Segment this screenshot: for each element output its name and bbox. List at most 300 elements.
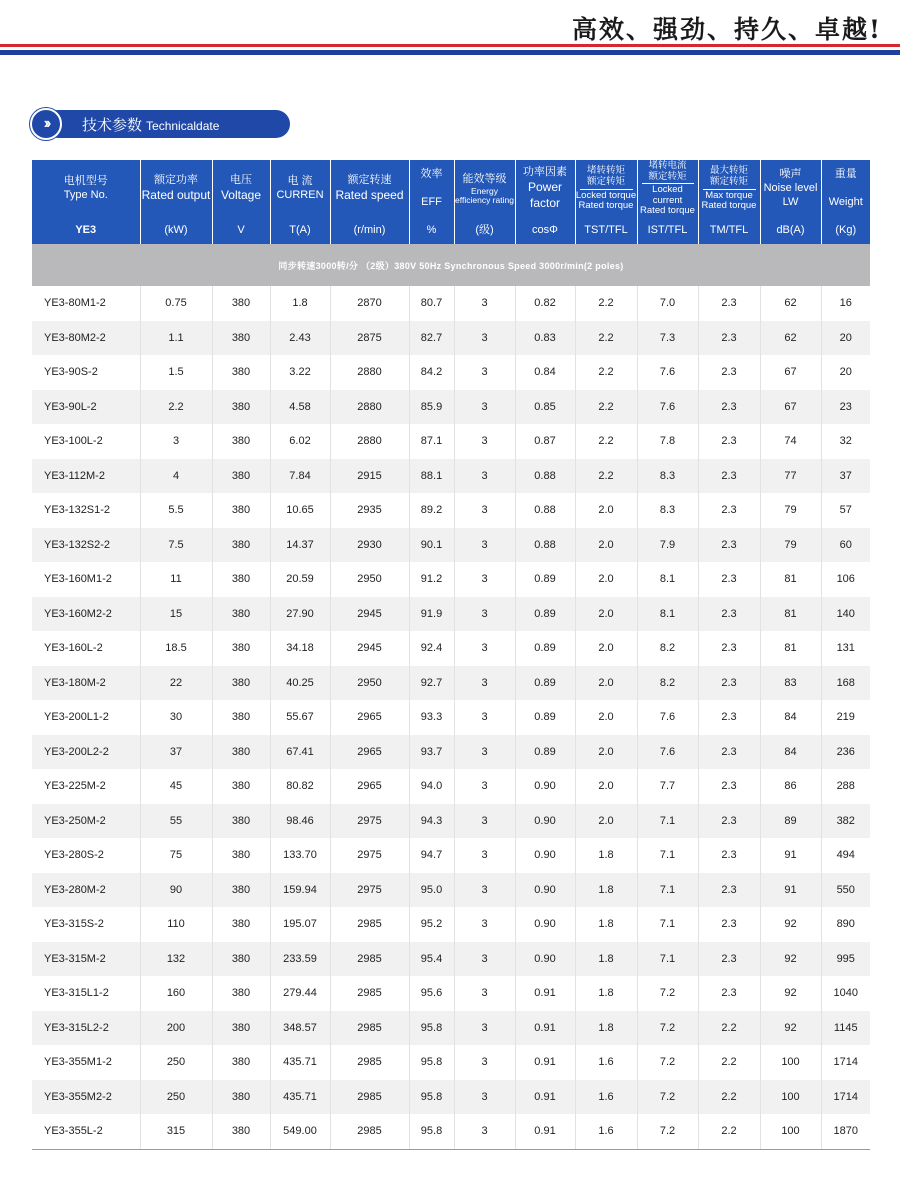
cell-weight: 1714 bbox=[821, 1045, 870, 1080]
cell-max-torque: 2.3 bbox=[698, 597, 760, 632]
cell-rated-speed: 2975 bbox=[330, 873, 409, 908]
cell-type-no: YE3-160L-2 bbox=[32, 631, 140, 666]
cell-rated-speed: 2975 bbox=[330, 838, 409, 873]
cell-weight: 20 bbox=[821, 321, 870, 356]
table-row bbox=[32, 528, 870, 563]
cell-noise: 81 bbox=[760, 597, 821, 632]
cell-locked-current: 7.2 bbox=[637, 1011, 698, 1046]
cell-locked-torque: 1.6 bbox=[575, 1114, 637, 1149]
cell-voltage: 380 bbox=[212, 735, 270, 770]
cell-current: 233.59 bbox=[270, 942, 330, 977]
cell-locked-torque: 2.0 bbox=[575, 769, 637, 804]
cell-noise: 91 bbox=[760, 838, 821, 873]
cell-power-factor: 0.89 bbox=[515, 666, 575, 701]
cell-energy-rating: 3 bbox=[454, 976, 515, 1011]
cell-energy-rating: 3 bbox=[454, 907, 515, 942]
cell-voltage: 380 bbox=[212, 700, 270, 735]
cell-locked-current: 7.8 bbox=[637, 424, 698, 459]
header-cn-fraction bbox=[642, 161, 694, 184]
cell-voltage: 380 bbox=[212, 1045, 270, 1080]
cell-type-no: YE3-132S2-2 bbox=[32, 528, 140, 563]
cell-locked-torque: 1.8 bbox=[575, 838, 637, 873]
cell-locked-current: 7.6 bbox=[637, 355, 698, 390]
cell-locked-torque: 2.2 bbox=[575, 459, 637, 494]
cell-rated-speed: 2965 bbox=[330, 700, 409, 735]
cell-locked-current: 7.3 bbox=[637, 321, 698, 356]
cell-weight: 219 bbox=[821, 700, 870, 735]
cell-power-factor: 0.91 bbox=[515, 1114, 575, 1149]
cell-locked-torque: 2.0 bbox=[575, 597, 637, 632]
cell-power-factor: 0.89 bbox=[515, 597, 575, 632]
spec-rows bbox=[32, 286, 870, 1149]
section-title bbox=[82, 114, 219, 135]
cell-power-factor: 0.82 bbox=[515, 286, 575, 321]
header-voltage bbox=[212, 160, 270, 218]
cell-current: 435.71 bbox=[270, 1080, 330, 1115]
cell-max-torque: 2.3 bbox=[698, 562, 760, 597]
cell-noise: 84 bbox=[760, 700, 821, 735]
cell-energy-rating: 3 bbox=[454, 873, 515, 908]
cell-efficiency: 94.0 bbox=[409, 769, 454, 804]
cell-power-factor: 0.89 bbox=[515, 700, 575, 735]
cell-noise: 100 bbox=[760, 1080, 821, 1115]
unit-cell: T(A) bbox=[270, 218, 330, 244]
cell-rated-output: 90 bbox=[140, 873, 212, 908]
cell-efficiency: 95.2 bbox=[409, 907, 454, 942]
cell-efficiency: 92.4 bbox=[409, 631, 454, 666]
header-en-fraction bbox=[699, 191, 760, 212]
cell-efficiency: 94.3 bbox=[409, 804, 454, 839]
cell-locked-current: 7.6 bbox=[637, 700, 698, 735]
unit-row bbox=[32, 218, 870, 244]
cell-rated-output: 55 bbox=[140, 804, 212, 839]
unit-cell: IST/TFL bbox=[637, 218, 698, 244]
cell-max-torque: 2.3 bbox=[698, 390, 760, 425]
cell-rated-output: 2.2 bbox=[140, 390, 212, 425]
cell-power-factor: 0.90 bbox=[515, 838, 575, 873]
cell-power-factor: 0.91 bbox=[515, 976, 575, 1011]
cell-efficiency: 95.8 bbox=[409, 1114, 454, 1149]
cell-weight: 890 bbox=[821, 907, 870, 942]
cell-rated-speed: 2880 bbox=[330, 390, 409, 425]
cell-rated-output: 1.1 bbox=[140, 321, 212, 356]
table-row bbox=[32, 424, 870, 459]
cell-power-factor: 0.84 bbox=[515, 355, 575, 390]
cell-efficiency: 95.8 bbox=[409, 1080, 454, 1115]
cell-efficiency: 95.0 bbox=[409, 873, 454, 908]
cell-max-torque: 2.3 bbox=[698, 286, 760, 321]
cell-voltage: 380 bbox=[212, 769, 270, 804]
unit-cell: (Kg) bbox=[821, 218, 870, 244]
header-cn: 电压 bbox=[230, 174, 252, 187]
cell-rated-speed: 2950 bbox=[330, 562, 409, 597]
unit-type-series: YE3 bbox=[32, 218, 140, 244]
cell-energy-rating: 3 bbox=[454, 838, 515, 873]
top-stripe-blue bbox=[0, 50, 900, 55]
cell-rated-speed: 2870 bbox=[330, 286, 409, 321]
cell-voltage: 380 bbox=[212, 424, 270, 459]
cell-locked-torque: 1.8 bbox=[575, 976, 637, 1011]
cell-weight: 16 bbox=[821, 286, 870, 321]
cell-energy-rating: 3 bbox=[454, 942, 515, 977]
header-en: Weight bbox=[828, 195, 863, 208]
cell-rated-output: 200 bbox=[140, 1011, 212, 1046]
unit-cell: cosΦ bbox=[515, 218, 575, 244]
cell-voltage: 380 bbox=[212, 631, 270, 666]
header-cn2: 额定转矩 bbox=[648, 170, 687, 182]
cell-weight: 382 bbox=[821, 804, 870, 839]
header-en: Type No. bbox=[63, 189, 108, 201]
cell-power-factor: 0.90 bbox=[515, 804, 575, 839]
cell-current: 27.90 bbox=[270, 597, 330, 632]
header-locked-current bbox=[637, 160, 698, 218]
cell-energy-rating: 3 bbox=[454, 1045, 515, 1080]
cell-type-no: YE3-250M-2 bbox=[32, 804, 140, 839]
cell-voltage: 380 bbox=[212, 493, 270, 528]
header-energy-rating bbox=[454, 160, 515, 218]
cell-voltage: 380 bbox=[212, 804, 270, 839]
cell-voltage: 380 bbox=[212, 355, 270, 390]
cell-efficiency: 94.7 bbox=[409, 838, 454, 873]
cell-current: 549.00 bbox=[270, 1114, 330, 1149]
header-en: Locked current bbox=[652, 184, 683, 206]
cell-energy-rating: 3 bbox=[454, 562, 515, 597]
cell-type-no: YE3-355M2-2 bbox=[32, 1080, 140, 1115]
cell-current: 80.82 bbox=[270, 769, 330, 804]
cell-type-no: YE3-280S-2 bbox=[32, 838, 140, 873]
header-current bbox=[270, 160, 330, 218]
header-cn-fraction bbox=[580, 166, 633, 189]
unit-cell: V bbox=[212, 218, 270, 244]
table-row bbox=[32, 1080, 870, 1115]
cell-rated-speed: 2985 bbox=[330, 1080, 409, 1115]
cell-power-factor: 0.83 bbox=[515, 321, 575, 356]
cell-rated-speed: 2985 bbox=[330, 1045, 409, 1080]
cell-max-torque: 2.3 bbox=[698, 942, 760, 977]
section-title-cn: 技术参数 bbox=[82, 117, 143, 134]
cell-rated-speed: 2880 bbox=[330, 424, 409, 459]
cell-rated-output: 75 bbox=[140, 838, 212, 873]
table-row bbox=[32, 355, 870, 390]
cell-energy-rating: 3 bbox=[454, 631, 515, 666]
header-en2: Rated torque bbox=[640, 205, 695, 217]
cell-energy-rating: 3 bbox=[454, 700, 515, 735]
cell-type-no: YE3-355M1-2 bbox=[32, 1045, 140, 1080]
header-en: Max torque bbox=[705, 189, 753, 201]
cell-type-no: YE3-315M-2 bbox=[32, 942, 140, 977]
header-cn: 最大转矩 bbox=[709, 165, 748, 177]
unit-cell: TM/TFL bbox=[698, 218, 760, 244]
cell-rated-output: 37 bbox=[140, 735, 212, 770]
cell-noise: 74 bbox=[760, 424, 821, 459]
cell-efficiency: 91.2 bbox=[409, 562, 454, 597]
cell-weight: 106 bbox=[821, 562, 870, 597]
cell-weight: 131 bbox=[821, 631, 870, 666]
cell-energy-rating: 3 bbox=[454, 493, 515, 528]
table-row bbox=[32, 1011, 870, 1046]
cell-type-no: YE3-315S-2 bbox=[32, 907, 140, 942]
cell-current: 20.59 bbox=[270, 562, 330, 597]
cell-weight: 168 bbox=[821, 666, 870, 701]
cell-efficiency: 82.7 bbox=[409, 321, 454, 356]
header-en: Rated output bbox=[141, 188, 211, 202]
cell-efficiency: 95.6 bbox=[409, 976, 454, 1011]
cell-max-torque: 2.3 bbox=[698, 873, 760, 908]
cell-type-no: YE3-80M1-2 bbox=[32, 286, 140, 321]
section-header bbox=[30, 108, 292, 140]
cell-rated-output: 45 bbox=[140, 769, 212, 804]
cell-rated-output: 315 bbox=[140, 1114, 212, 1149]
cell-type-no: YE3-160M1-2 bbox=[32, 562, 140, 597]
cell-rated-output: 250 bbox=[140, 1045, 212, 1080]
cell-locked-current: 8.1 bbox=[637, 597, 698, 632]
table-row bbox=[32, 459, 870, 494]
header-en-fraction bbox=[638, 185, 698, 217]
cell-voltage: 380 bbox=[212, 459, 270, 494]
header-cn: 电机型号 bbox=[63, 175, 108, 188]
cell-weight: 1870 bbox=[821, 1114, 870, 1149]
header-en: EFF bbox=[421, 195, 442, 208]
cell-type-no: YE3-112M-2 bbox=[32, 459, 140, 494]
cell-locked-current: 7.0 bbox=[637, 286, 698, 321]
header-cn: 功率因素 bbox=[523, 166, 567, 179]
header-cn2: 额定转矩 bbox=[586, 175, 625, 187]
header-en: Noise level bbox=[763, 182, 818, 195]
cell-max-torque: 2.3 bbox=[698, 355, 760, 390]
cell-efficiency: 88.1 bbox=[409, 459, 454, 494]
cell-current: 3.22 bbox=[270, 355, 330, 390]
cell-type-no: YE3-132S1-2 bbox=[32, 493, 140, 528]
cell-efficiency: 80.7 bbox=[409, 286, 454, 321]
cell-efficiency: 95.8 bbox=[409, 1011, 454, 1046]
cell-power-factor: 0.88 bbox=[515, 459, 575, 494]
cell-efficiency: 90.1 bbox=[409, 528, 454, 563]
cell-rated-output: 11 bbox=[140, 562, 212, 597]
cell-energy-rating: 3 bbox=[454, 597, 515, 632]
cell-efficiency: 84.2 bbox=[409, 355, 454, 390]
cell-current: 34.18 bbox=[270, 631, 330, 666]
cell-power-factor: 0.90 bbox=[515, 873, 575, 908]
cell-locked-current: 7.6 bbox=[637, 735, 698, 770]
cell-weight: 288 bbox=[821, 769, 870, 804]
section-title-en: Technicaldate bbox=[146, 119, 220, 133]
cell-weight: 60 bbox=[821, 528, 870, 563]
cell-rated-speed: 2935 bbox=[330, 493, 409, 528]
header-cn2: 额定转矩 bbox=[709, 175, 748, 187]
cell-noise: 86 bbox=[760, 769, 821, 804]
cell-max-torque: 2.3 bbox=[698, 735, 760, 770]
cell-energy-rating: 3 bbox=[454, 390, 515, 425]
cell-noise: 83 bbox=[760, 666, 821, 701]
header-rated-output bbox=[140, 160, 212, 218]
cell-locked-torque: 1.8 bbox=[575, 873, 637, 908]
cell-voltage: 380 bbox=[212, 873, 270, 908]
cell-max-torque: 2.3 bbox=[698, 804, 760, 839]
header-row bbox=[32, 160, 870, 218]
cell-weight: 1145 bbox=[821, 1011, 870, 1046]
cell-locked-current: 7.1 bbox=[637, 804, 698, 839]
cell-current: 67.41 bbox=[270, 735, 330, 770]
cell-voltage: 380 bbox=[212, 390, 270, 425]
cell-power-factor: 0.90 bbox=[515, 769, 575, 804]
cell-voltage: 380 bbox=[212, 597, 270, 632]
cell-rated-output: 3 bbox=[140, 424, 212, 459]
cell-efficiency: 95.8 bbox=[409, 1045, 454, 1080]
header-locked-torque bbox=[575, 160, 637, 218]
cell-type-no: YE3-280M-2 bbox=[32, 873, 140, 908]
cell-locked-torque: 2.2 bbox=[575, 321, 637, 356]
cell-noise: 91 bbox=[760, 873, 821, 908]
cell-locked-torque: 1.6 bbox=[575, 1045, 637, 1080]
cell-rated-speed: 2915 bbox=[330, 459, 409, 494]
cell-current: 435.71 bbox=[270, 1045, 330, 1080]
cell-energy-rating: 3 bbox=[454, 424, 515, 459]
cell-voltage: 380 bbox=[212, 976, 270, 1011]
cell-rated-output: 4 bbox=[140, 459, 212, 494]
header-en-fraction bbox=[576, 191, 637, 212]
cell-max-torque: 2.3 bbox=[698, 769, 760, 804]
cell-energy-rating: 3 bbox=[454, 1080, 515, 1115]
cell-efficiency: 89.2 bbox=[409, 493, 454, 528]
cell-max-torque: 2.3 bbox=[698, 907, 760, 942]
cell-rated-output: 5.5 bbox=[140, 493, 212, 528]
cell-power-factor: 0.89 bbox=[515, 631, 575, 666]
header-cn: 重量 bbox=[834, 168, 857, 181]
cell-locked-torque: 2.2 bbox=[575, 355, 637, 390]
cell-noise: 92 bbox=[760, 976, 821, 1011]
cell-voltage: 380 bbox=[212, 1114, 270, 1149]
cell-locked-current: 7.6 bbox=[637, 390, 698, 425]
cell-locked-current: 8.2 bbox=[637, 666, 698, 701]
cell-power-factor: 0.85 bbox=[515, 390, 575, 425]
cell-max-torque: 2.3 bbox=[698, 321, 760, 356]
cell-current: 2.43 bbox=[270, 321, 330, 356]
cell-power-factor: 0.90 bbox=[515, 907, 575, 942]
cell-rated-output: 1.5 bbox=[140, 355, 212, 390]
cell-energy-rating: 3 bbox=[454, 459, 515, 494]
cell-energy-rating: 3 bbox=[454, 355, 515, 390]
cell-current: 195.07 bbox=[270, 907, 330, 942]
cell-rated-output: 7.5 bbox=[140, 528, 212, 563]
cell-locked-current: 8.3 bbox=[637, 459, 698, 494]
header-type-no bbox=[32, 160, 140, 218]
header-weight bbox=[821, 160, 870, 218]
speed-band-label: 同步转速3000转/分 （2级）380V 50Hz Synchronous Speed 3000r/min(2 poles) bbox=[32, 244, 870, 286]
cell-type-no: YE3-315L1-2 bbox=[32, 976, 140, 1011]
cell-current: 98.46 bbox=[270, 804, 330, 839]
cell-type-no: YE3-315L2-2 bbox=[32, 1011, 140, 1046]
cell-rated-speed: 2985 bbox=[330, 942, 409, 977]
cell-voltage: 380 bbox=[212, 286, 270, 321]
header-cn: 额定转速 bbox=[347, 174, 392, 187]
cell-max-torque: 2.3 bbox=[698, 459, 760, 494]
cell-rated-speed: 2985 bbox=[330, 1011, 409, 1046]
cell-noise: 62 bbox=[760, 286, 821, 321]
cell-rated-speed: 2985 bbox=[330, 1114, 409, 1149]
header-en: Voltage bbox=[220, 188, 262, 202]
cell-type-no: YE3-355L-2 bbox=[32, 1114, 140, 1149]
header-cn: 效率 bbox=[420, 168, 443, 181]
cell-noise: 100 bbox=[760, 1045, 821, 1080]
cell-current: 55.67 bbox=[270, 700, 330, 735]
cell-locked-torque: 2.0 bbox=[575, 700, 637, 735]
cell-type-no: YE3-200L1-2 bbox=[32, 700, 140, 735]
slogan: 高效、强劲、持久、卓越! bbox=[572, 15, 882, 44]
cell-energy-rating: 3 bbox=[454, 321, 515, 356]
table-row bbox=[32, 804, 870, 839]
unit-cell: dB(A) bbox=[760, 218, 821, 244]
cell-locked-current: 7.1 bbox=[637, 942, 698, 977]
cell-locked-torque: 2.0 bbox=[575, 666, 637, 701]
cell-power-factor: 0.91 bbox=[515, 1080, 575, 1115]
cell-weight: 494 bbox=[821, 838, 870, 873]
cell-energy-rating: 3 bbox=[454, 735, 515, 770]
cell-rated-output: 30 bbox=[140, 700, 212, 735]
header-en2: LW bbox=[782, 195, 799, 208]
table-row bbox=[32, 666, 870, 701]
cell-locked-current: 7.2 bbox=[637, 976, 698, 1011]
cell-locked-torque: 2.2 bbox=[575, 424, 637, 459]
cell-max-torque: 2.3 bbox=[698, 666, 760, 701]
table-row bbox=[32, 631, 870, 666]
cell-max-torque: 2.3 bbox=[698, 493, 760, 528]
cell-current: 4.58 bbox=[270, 390, 330, 425]
cell-voltage: 380 bbox=[212, 321, 270, 356]
cell-rated-speed: 2965 bbox=[330, 769, 409, 804]
double-chevron-right-icon: ›› bbox=[30, 108, 62, 140]
cell-locked-torque: 2.0 bbox=[575, 804, 637, 839]
cell-noise: 92 bbox=[760, 942, 821, 977]
cell-type-no: YE3-180M-2 bbox=[32, 666, 140, 701]
cell-weight: 236 bbox=[821, 735, 870, 770]
cell-weight: 32 bbox=[821, 424, 870, 459]
cell-weight: 57 bbox=[821, 493, 870, 528]
unit-cell: % bbox=[409, 218, 454, 244]
cell-power-factor: 0.88 bbox=[515, 493, 575, 528]
cell-weight: 37 bbox=[821, 459, 870, 494]
cell-noise: 100 bbox=[760, 1114, 821, 1149]
table-row bbox=[32, 286, 870, 321]
cell-rated-output: 160 bbox=[140, 976, 212, 1011]
table-row bbox=[32, 976, 870, 1011]
cell-voltage: 380 bbox=[212, 942, 270, 977]
cell-current: 348.57 bbox=[270, 1011, 330, 1046]
cell-max-torque: 2.3 bbox=[698, 424, 760, 459]
cell-energy-rating: 3 bbox=[454, 666, 515, 701]
table-row bbox=[32, 700, 870, 735]
header-cn: 噪声 bbox=[779, 168, 802, 181]
header-noise bbox=[760, 160, 821, 218]
header-en: Power factor bbox=[527, 180, 562, 210]
cell-rated-speed: 2985 bbox=[330, 907, 409, 942]
speed-band-row bbox=[32, 244, 870, 286]
cell-noise: 62 bbox=[760, 321, 821, 356]
table-row bbox=[32, 1045, 870, 1080]
table-row bbox=[32, 873, 870, 908]
cell-noise: 84 bbox=[760, 735, 821, 770]
header-cn-fraction bbox=[703, 166, 756, 189]
cell-locked-torque: 2.2 bbox=[575, 286, 637, 321]
cell-energy-rating: 3 bbox=[454, 804, 515, 839]
cell-noise: 92 bbox=[760, 907, 821, 942]
header-en: CURREN bbox=[276, 189, 324, 201]
cell-noise: 79 bbox=[760, 493, 821, 528]
header-power-factor bbox=[515, 160, 575, 218]
cell-current: 6.02 bbox=[270, 424, 330, 459]
cell-locked-torque: 1.8 bbox=[575, 942, 637, 977]
unit-cell: (级) bbox=[454, 218, 515, 244]
cell-max-torque: 2.3 bbox=[698, 976, 760, 1011]
